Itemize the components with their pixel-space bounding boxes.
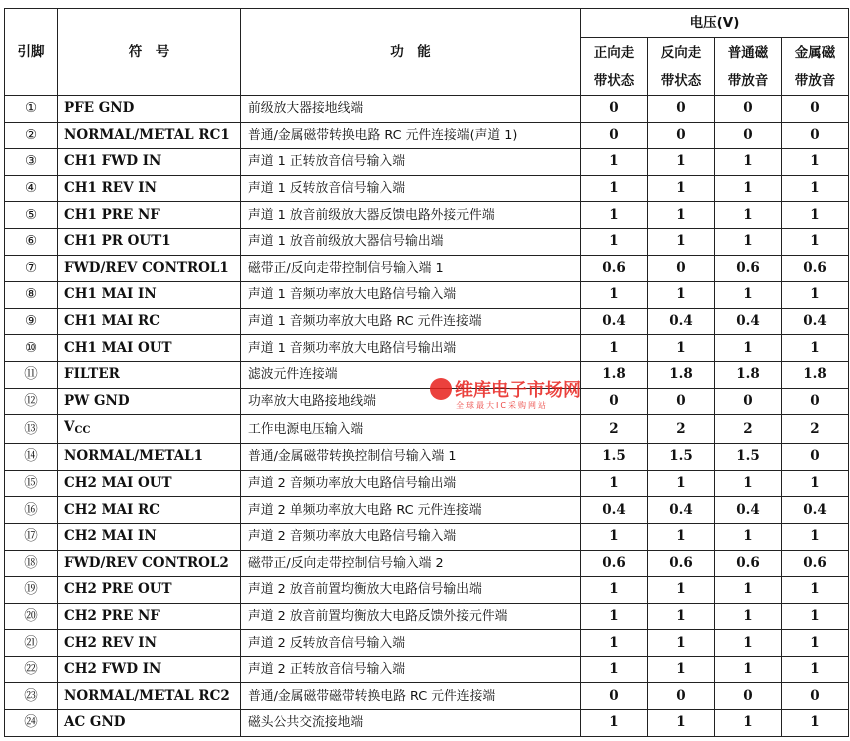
voltage-value-mode-4: 0	[782, 683, 849, 710]
pin-symbol: PW GND	[58, 388, 241, 415]
pin-symbol: CH2 FWD IN	[58, 656, 241, 683]
header-mode-line: 反向走	[660, 44, 702, 61]
pin-number: ⑲	[5, 577, 58, 604]
pin-function: 工作电源电压输入端	[241, 415, 581, 444]
pin-symbol-subscript: CC	[74, 425, 91, 437]
header-mode-line: 带状态	[660, 72, 702, 89]
voltage-value-mode-1: 1	[581, 282, 648, 309]
pin-number: ⑤	[5, 202, 58, 229]
voltage-value-mode-2: 1	[648, 175, 715, 202]
pin-symbol: FWD/REV CONTROL2	[58, 550, 241, 577]
voltage-value-mode-4: 0	[782, 388, 849, 415]
voltage-value-mode-4: 1	[782, 577, 849, 604]
header-mode-line: 带状态	[593, 72, 635, 89]
pin-function: 磁带正/反向走带控制信号输入端 1	[241, 255, 581, 282]
table-row	[5, 175, 849, 202]
pin-symbol: CH1 MAI IN	[58, 282, 241, 309]
pin-symbol: CH1 MAI RC	[58, 308, 241, 335]
voltage-value-mode-1: 1	[581, 470, 648, 497]
voltage-value-mode-1: 0	[581, 388, 648, 415]
voltage-value-mode-1: 1	[581, 202, 648, 229]
pin-function: 声道 1 放音前级放大器信号输出端	[241, 228, 581, 255]
voltage-value-mode-2: 1	[648, 656, 715, 683]
pin-number: ②	[5, 122, 58, 149]
voltage-value-mode-2: 0	[648, 683, 715, 710]
voltage-value-mode-1: 1	[581, 175, 648, 202]
header-voltage: 电压(V)	[581, 9, 849, 38]
voltage-value-mode-2: 0	[648, 96, 715, 123]
table-row	[5, 415, 849, 444]
voltage-value-mode-3: 0.6	[715, 550, 782, 577]
voltage-value-mode-2: 1	[648, 228, 715, 255]
pin-symbol: CH2 MAI RC	[58, 497, 241, 524]
voltage-value-mode-2: 1	[648, 149, 715, 176]
voltage-value-mode-3: 1	[715, 149, 782, 176]
header-mode-line: 带放音	[794, 72, 836, 89]
pin-number: ③	[5, 149, 58, 176]
voltage-value-mode-2: 1	[648, 710, 715, 737]
pin-number: ㉒	[5, 656, 58, 683]
voltage-value-mode-4: 1	[782, 149, 849, 176]
table-row	[5, 497, 849, 524]
header-mode-line: 金属磁	[794, 44, 836, 61]
voltage-value-mode-4: 1.8	[782, 361, 849, 388]
pin-number: ㉔	[5, 710, 58, 737]
header-mode-4	[782, 38, 849, 96]
voltage-value-mode-2: 1	[648, 603, 715, 630]
voltage-value-mode-1: 1	[581, 577, 648, 604]
watermark-brand: 维库电子市场网	[455, 380, 581, 401]
pin-symbol: CH2 MAI OUT	[58, 470, 241, 497]
voltage-value-mode-4: 0.6	[782, 255, 849, 282]
voltage-value-mode-2: 2	[648, 415, 715, 444]
pin-symbol	[58, 415, 241, 444]
pin-function: 磁带正/反向走带控制信号输入端 2	[241, 550, 581, 577]
pin-number: ⑪	[5, 361, 58, 388]
voltage-value-mode-3: 2	[715, 415, 782, 444]
pin-function: 声道 1 音频功率放大电路信号输入端	[241, 282, 581, 309]
table-row	[5, 603, 849, 630]
voltage-value-mode-3: 1.5	[715, 444, 782, 471]
voltage-value-mode-3: 0	[715, 96, 782, 123]
pin-number: ④	[5, 175, 58, 202]
voltage-value-mode-3: 0.4	[715, 308, 782, 335]
voltage-value-mode-2: 1.5	[648, 444, 715, 471]
voltage-value-mode-3: 0.6	[715, 255, 782, 282]
pin-number: ⑨	[5, 308, 58, 335]
pin-symbol: CH2 MAI IN	[58, 523, 241, 550]
pin-symbol-main: V	[64, 419, 75, 436]
voltage-value-mode-1: 1	[581, 149, 648, 176]
voltage-value-mode-3: 1	[715, 656, 782, 683]
pin-symbol: CH2 REV IN	[58, 630, 241, 657]
pin-function: 声道 2 音频功率放大电路信号输出端	[241, 470, 581, 497]
pin-symbol: NORMAL/METAL RC2	[58, 683, 241, 710]
pin-function: 声道 1 音频功率放大电路 RC 元件连接端	[241, 308, 581, 335]
pin-symbol: CH1 PRE NF	[58, 202, 241, 229]
voltage-value-mode-1: 1	[581, 710, 648, 737]
pin-function: 声道 2 正转放音信号输入端	[241, 656, 581, 683]
voltage-value-mode-1: 1.5	[581, 444, 648, 471]
pin-number: ⑬	[5, 415, 58, 444]
pin-function: 声道 2 反转放音信号输入端	[241, 630, 581, 657]
pin-function: 声道 2 音频功率放大电路信号输入端	[241, 523, 581, 550]
table-row	[5, 202, 849, 229]
table-row	[5, 228, 849, 255]
pin-symbol: CH2 PRE NF	[58, 603, 241, 630]
pin-function: 声道 2 放音前置均衡放大电路信号输出端	[241, 577, 581, 604]
table-row	[5, 523, 849, 550]
table-row	[5, 122, 849, 149]
voltage-value-mode-2: 0.4	[648, 308, 715, 335]
voltage-value-mode-4: 1	[782, 282, 849, 309]
voltage-value-mode-1: 1	[581, 656, 648, 683]
voltage-value-mode-4: 1	[782, 710, 849, 737]
pin-number: ⑭	[5, 444, 58, 471]
voltage-value-mode-2: 0	[648, 388, 715, 415]
voltage-value-mode-4: 1	[782, 228, 849, 255]
voltage-value-mode-1: 1.8	[581, 361, 648, 388]
pin-symbol: CH1 REV IN	[58, 175, 241, 202]
pin-symbol: AC GND	[58, 710, 241, 737]
voltage-value-mode-2: 0	[648, 255, 715, 282]
voltage-value-mode-3: 1	[715, 577, 782, 604]
pin-function: 普通/金属磁带磁带转换电路 RC 元件连接端	[241, 683, 581, 710]
pin-number: ⑧	[5, 282, 58, 309]
pin-number: ㉑	[5, 630, 58, 657]
voltage-value-mode-3: 1	[715, 710, 782, 737]
voltage-value-mode-4: 1	[782, 470, 849, 497]
voltage-value-mode-2: 0.4	[648, 497, 715, 524]
table-row	[5, 683, 849, 710]
voltage-value-mode-4: 0	[782, 444, 849, 471]
pin-function: 功率放大电路接地线端	[241, 388, 581, 415]
header-mode-line: 带放音	[727, 72, 769, 89]
pin-function: 普通/金属磁带转换电路 RC 元件连接端(声道 1)	[241, 122, 581, 149]
table-body	[5, 96, 849, 737]
header-mode-line: 普通磁	[727, 44, 769, 61]
table-row	[5, 550, 849, 577]
pin-number: ⑮	[5, 470, 58, 497]
voltage-value-mode-4: 0	[782, 96, 849, 123]
voltage-value-mode-2: 1	[648, 577, 715, 604]
header-mode-line: 正向走	[593, 44, 635, 61]
pin-number: ①	[5, 96, 58, 123]
voltage-value-mode-3: 0.4	[715, 497, 782, 524]
pin-function: 声道 2 放音前置均衡放大电路反馈外接元件端	[241, 603, 581, 630]
table-row	[5, 577, 849, 604]
voltage-value-mode-3: 1	[715, 175, 782, 202]
voltage-value-mode-4: 1	[782, 630, 849, 657]
voltage-value-mode-2: 1	[648, 202, 715, 229]
table-row	[5, 255, 849, 282]
header-function: 功 能	[241, 9, 581, 96]
table-row	[5, 630, 849, 657]
voltage-value-mode-4: 1	[782, 175, 849, 202]
pin-function: 滤波元件连接端	[241, 361, 581, 388]
table-row	[5, 710, 849, 737]
voltage-value-mode-1: 0.6	[581, 550, 648, 577]
voltage-value-mode-1: 0	[581, 96, 648, 123]
pin-symbol: CH1 FWD IN	[58, 149, 241, 176]
pin-symbol: CH1 PR OUT1	[58, 228, 241, 255]
voltage-value-mode-3: 1	[715, 202, 782, 229]
pin-number: ⑦	[5, 255, 58, 282]
voltage-value-mode-4: 0.6	[782, 550, 849, 577]
voltage-value-mode-4: 2	[782, 415, 849, 444]
voltage-value-mode-2: 1	[648, 282, 715, 309]
table-row	[5, 308, 849, 335]
voltage-value-mode-4: 0.4	[782, 497, 849, 524]
voltage-value-mode-2: 0.6	[648, 550, 715, 577]
voltage-value-mode-1: 1	[581, 523, 648, 550]
table-row	[5, 96, 849, 123]
voltage-value-mode-1: 1	[581, 603, 648, 630]
voltage-value-mode-3: 1	[715, 228, 782, 255]
table-row	[5, 444, 849, 471]
header-mode-2	[648, 38, 715, 96]
voltage-value-mode-3: 1	[715, 630, 782, 657]
pin-symbol: CH2 PRE OUT	[58, 577, 241, 604]
voltage-value-mode-3: 1	[715, 335, 782, 362]
voltage-value-mode-3: 0	[715, 683, 782, 710]
pin-number: ㉓	[5, 683, 58, 710]
voltage-value-mode-2: 1.8	[648, 361, 715, 388]
pin-function: 声道 1 放音前级放大器反馈电路外接元件端	[241, 202, 581, 229]
pin-number: ⑱	[5, 550, 58, 577]
voltage-value-mode-4: 1	[782, 202, 849, 229]
pin-number: ⑫	[5, 388, 58, 415]
voltage-value-mode-1: 2	[581, 415, 648, 444]
voltage-value-mode-3: 0	[715, 122, 782, 149]
table-row	[5, 282, 849, 309]
pin-number: ⑩	[5, 335, 58, 362]
voltage-value-mode-1: 1	[581, 228, 648, 255]
pin-number: ⑳	[5, 603, 58, 630]
voltage-value-mode-2: 1	[648, 523, 715, 550]
pin-function-table	[4, 8, 849, 737]
voltage-value-mode-1: 1	[581, 335, 648, 362]
voltage-value-mode-4: 0.4	[782, 308, 849, 335]
header-symbol: 符 号	[58, 9, 241, 96]
voltage-value-mode-1: 0	[581, 683, 648, 710]
voltage-value-mode-1: 0	[581, 122, 648, 149]
pin-function: 前级放大器接地线端	[241, 96, 581, 123]
voltage-value-mode-1: 0.4	[581, 308, 648, 335]
pin-symbol: FWD/REV CONTROL1	[58, 255, 241, 282]
watermark-tagline: 全球最大IC采购网站	[456, 401, 548, 410]
pin-function: 普通/金属磁带转换控制信号输入端 1	[241, 444, 581, 471]
voltage-value-mode-3: 1	[715, 603, 782, 630]
table-row	[5, 656, 849, 683]
voltage-value-mode-3: 1.8	[715, 361, 782, 388]
table-row	[5, 470, 849, 497]
header-pin: 引脚	[5, 9, 58, 96]
pin-symbol: CH1 MAI OUT	[58, 335, 241, 362]
voltage-value-mode-1: 1	[581, 630, 648, 657]
voltage-value-mode-3: 0	[715, 388, 782, 415]
pin-number: ⑯	[5, 497, 58, 524]
voltage-value-mode-2: 1	[648, 630, 715, 657]
header-mode-1	[581, 38, 648, 96]
voltage-value-mode-1: 0.4	[581, 497, 648, 524]
pin-function: 声道 1 正转放音信号输入端	[241, 149, 581, 176]
table-row	[5, 335, 849, 362]
pin-symbol: NORMAL/METAL1	[58, 444, 241, 471]
pin-function: 磁头公共交流接地端	[241, 710, 581, 737]
voltage-value-mode-3: 1	[715, 470, 782, 497]
pin-symbol: NORMAL/METAL RC1	[58, 122, 241, 149]
voltage-value-mode-4: 1	[782, 656, 849, 683]
table-row	[5, 361, 849, 388]
pin-function: 声道 1 反转放音信号输入端	[241, 175, 581, 202]
voltage-value-mode-3: 1	[715, 523, 782, 550]
voltage-value-mode-4: 0	[782, 122, 849, 149]
voltage-value-mode-1: 0.6	[581, 255, 648, 282]
table-row	[5, 388, 849, 415]
pin-function: 声道 1 音频功率放大电路信号输出端	[241, 335, 581, 362]
voltage-value-mode-2: 1	[648, 335, 715, 362]
pin-number: ⑰	[5, 523, 58, 550]
voltage-value-mode-2: 1	[648, 470, 715, 497]
pin-symbol: FILTER	[58, 361, 241, 388]
pin-symbol: PFE GND	[58, 96, 241, 123]
pin-number: ⑥	[5, 228, 58, 255]
voltage-value-mode-4: 1	[782, 603, 849, 630]
voltage-value-mode-4: 1	[782, 523, 849, 550]
pin-function: 声道 2 单频功率放大电路 RC 元件连接端	[241, 497, 581, 524]
voltage-value-mode-4: 1	[782, 335, 849, 362]
table-row	[5, 149, 849, 176]
voltage-value-mode-2: 0	[648, 122, 715, 149]
header-mode-3	[715, 38, 782, 96]
pin-function-table-container	[4, 8, 849, 737]
voltage-value-mode-3: 1	[715, 282, 782, 309]
